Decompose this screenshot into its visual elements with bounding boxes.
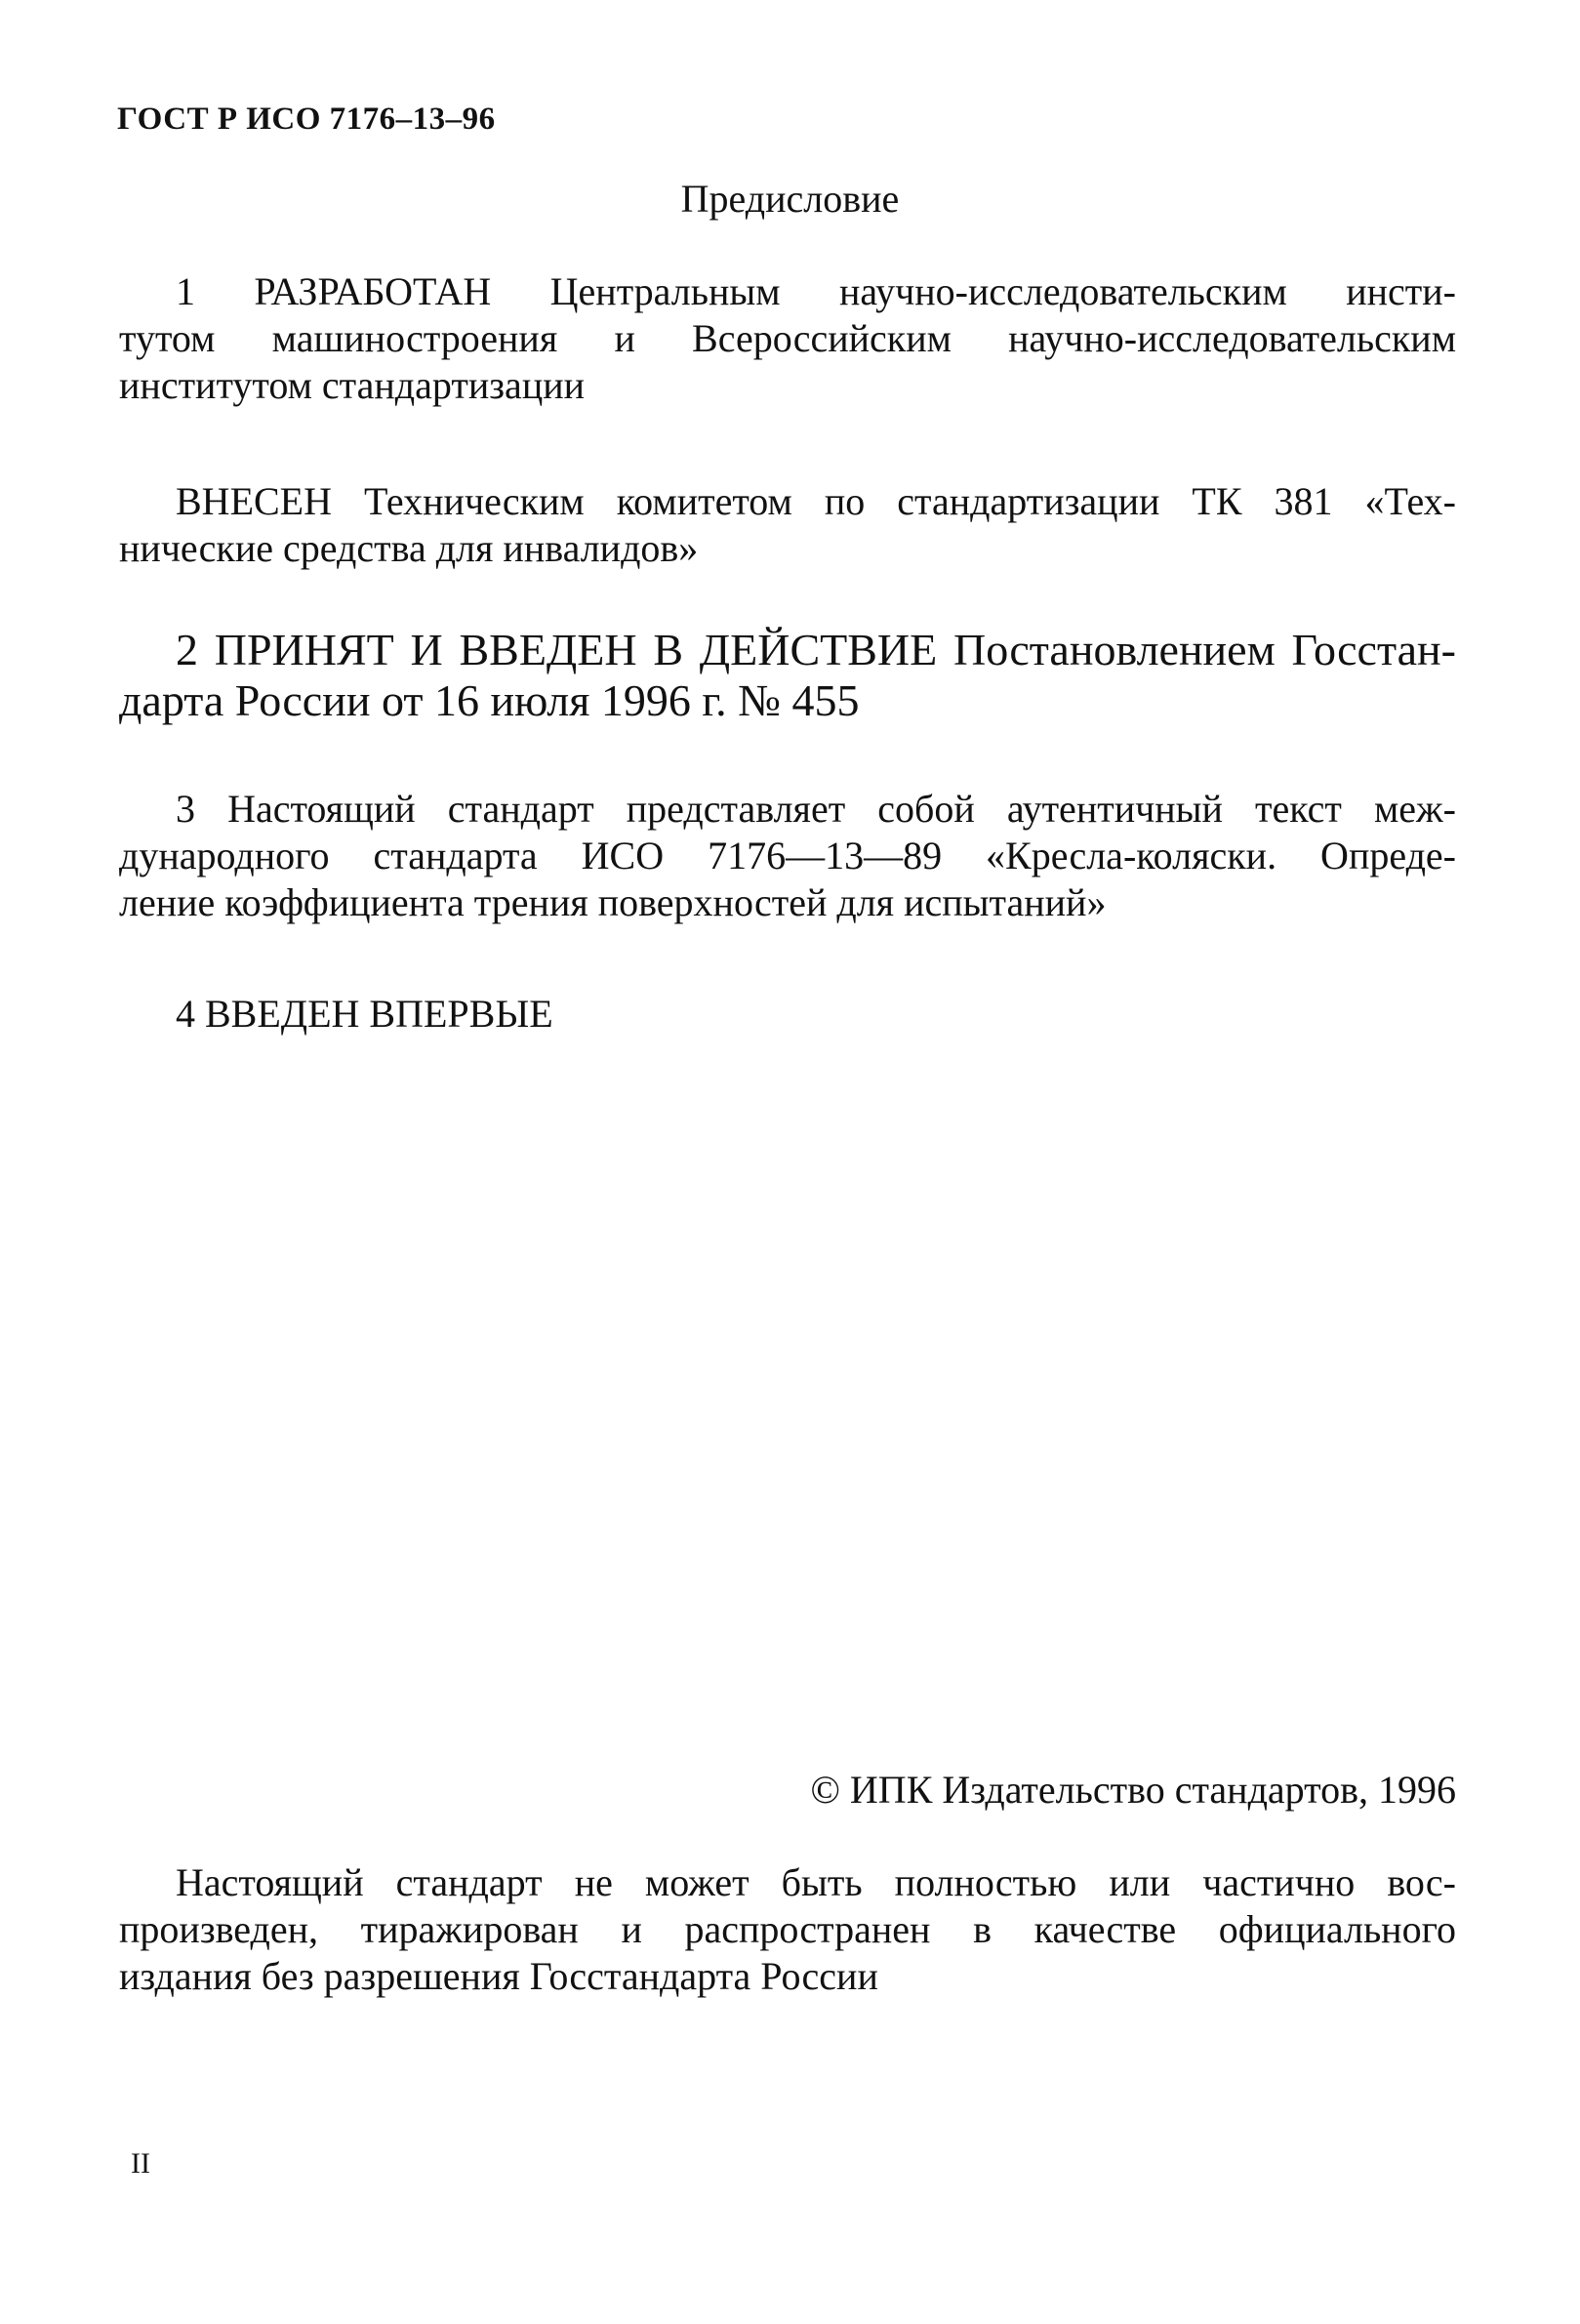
paragraph-line: произведен, тиражирован и распространен в качестве официального [119, 1907, 1456, 1951]
page-number: II [131, 2147, 150, 2180]
copyright-line: © ИПК Издательство стандартов, 1996 [810, 1768, 1456, 1812]
paragraph-line: ление коэффициента трения поверхностей для испытаний» [119, 880, 1107, 924]
paragraph-line: Настоящий стандарт не может быть полностью или частично вос- [176, 1860, 1456, 1904]
foreword-paragraph-authentic-text [119, 786, 1456, 926]
foreword-paragraph-submitted [119, 478, 1456, 572]
standard-code-header: ГОСТ Р ИСО 7176–13–96 [117, 102, 496, 137]
foreword-paragraph-developed [119, 268, 1456, 409]
paragraph-line: ВНЕСЕН Техническим комитетом по стандартизации ТК 381 «Тех- [176, 479, 1456, 523]
reproduction-notice [119, 1859, 1456, 2000]
paragraph-line: институтом стандартизации [119, 363, 586, 407]
paragraph-line: 1 РАЗРАБОТАН Центральным научно-исследовательским инсти- [176, 269, 1456, 313]
paragraph-line: издания без разрешения Госстандарта России [119, 1954, 878, 1998]
paragraph-line: 4 ВВЕДЕН ВПЕРВЫЕ [176, 992, 553, 1036]
paragraph-line: тутом машиностроения и Всероссийским научно-исследовательским [119, 316, 1456, 360]
paragraph-line: дународного стандарта ИСО 7176—13—89 «Кресла-коляски. Опреде- [119, 834, 1456, 877]
paragraph-line: дарта России от 16 июля 1996 г. № 455 [119, 675, 860, 725]
paragraph-line: 3 Настоящий стандарт представляет собой аутентичный текст меж- [176, 787, 1456, 831]
paragraph-line: 2 ПРИНЯТ И ВВЕДЕН В ДЕЙСТВИЕ Постановлением Госстан- [176, 625, 1456, 674]
foreword-paragraph-first-introduced [119, 991, 1456, 1038]
foreword-paragraph-adopted [119, 625, 1456, 726]
paragraph-line: нические средства для инвалидов» [119, 526, 699, 570]
foreword-title: Предисловие [680, 177, 900, 221]
